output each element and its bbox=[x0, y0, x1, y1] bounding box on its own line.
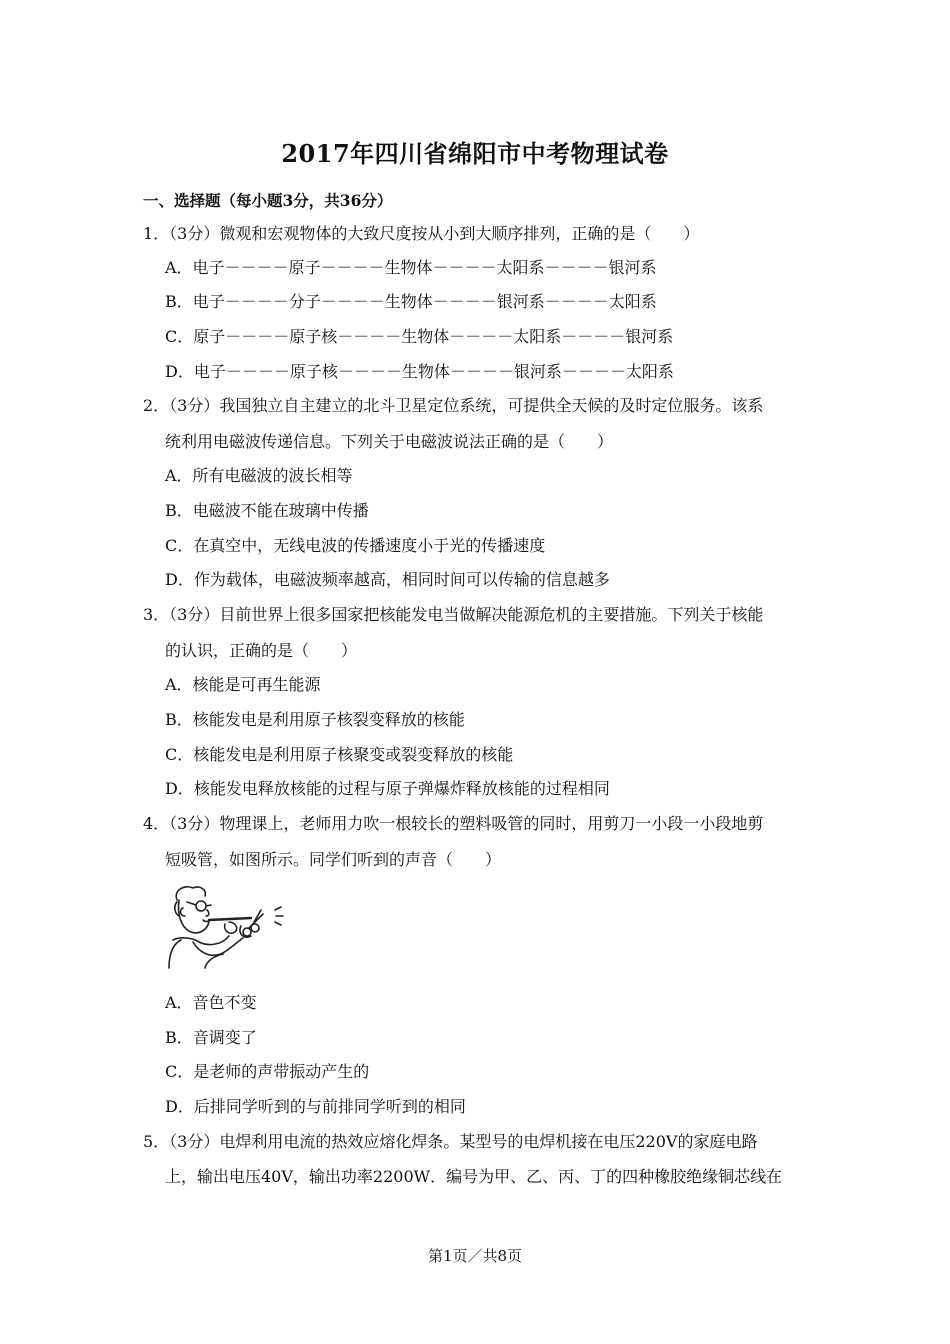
question-4-option-a: A．音色不变 bbox=[165, 993, 257, 1012]
question-2-option-d: D．作为载体，电磁波频率越高，相同时间可以传输的信息越多 bbox=[165, 570, 610, 589]
question-1-option-b: B．电子－－－－分子－－－－生物体－－－－银河系－－－－太阳系 bbox=[165, 292, 657, 311]
question-5-stem-cont: 上，输出电压40V，输出功率2200W．编号为甲、乙、丙、丁的四种橡胶绝缘铜芯线在 bbox=[165, 1167, 783, 1186]
question-1-stem: 1．（3分）微观和宏观物体的大致尺度按从小到大顺序排列，正确的是（ ） bbox=[143, 224, 700, 243]
question-3-option-b: B．核能发电是利用原子核裂变释放的核能 bbox=[165, 710, 465, 729]
question-3-option-a: A．核能是可再生能源 bbox=[165, 675, 321, 694]
question-4-stem: 4．（3分）物理课上，老师用力吹一根较长的塑料吸管的同时，用剪刀一小段一小段地剪 bbox=[143, 814, 764, 833]
question-4-option-d: D．后排同学听到的与前排同学听到的相同 bbox=[165, 1097, 466, 1116]
page-footer: 第1页／共8页 bbox=[427, 1247, 523, 1265]
question-3-option-c: C．核能发电是利用原子核聚变或裂变释放的核能 bbox=[165, 745, 514, 764]
section-heading: 一、选择题（每小题3分，共36分） bbox=[143, 191, 393, 210]
question-5-stem: 5．（3分）电焊利用电流的热效应熔化焊条。某型号的电焊机接在电压220V的家庭电路 bbox=[143, 1132, 758, 1151]
question-4-option-b: B．音调变了 bbox=[165, 1028, 257, 1047]
teacher-straw-illustration bbox=[163, 880, 288, 972]
question-2-option-a: A．所有电磁波的波长相等 bbox=[165, 466, 353, 485]
question-4-stem-cont: 短吸管，如图所示。同学们听到的声音（ ） bbox=[165, 850, 502, 869]
question-2-stem-cont: 统利用电磁波传递信息。下列关于电磁波说法正确的是（ ） bbox=[165, 432, 614, 451]
question-2-option-b: B．电磁波不能在玻璃中传播 bbox=[165, 501, 369, 520]
question-1-option-c: C．原子－－－－原子核－－－－生物体－－－－太阳系－－－－银河系 bbox=[165, 327, 674, 346]
question-3-option-d: D．核能发电释放核能的过程与原子弹爆炸释放核能的过程相同 bbox=[165, 779, 610, 798]
question-2-option-c: C．在真空中，无线电波的传播速度小于光的传播速度 bbox=[165, 536, 546, 555]
question-3-stem: 3．（3分）目前世界上很多国家把核能发电当做解决能源危机的主要措施。下列关于核能 bbox=[143, 605, 764, 624]
question-1-option-a: A．电子－－－－原子－－－－生物体－－－－太阳系－－－－银河系 bbox=[165, 258, 657, 277]
page-title: 2017年四川省绵阳市中考物理试卷 bbox=[281, 139, 669, 168]
question-4-option-c: C．是老师的声带振动产生的 bbox=[165, 1062, 370, 1081]
question-2-stem: 2．（3分）我国独立自主建立的北斗卫星定位系统，可提供全天候的及时定位服务。该系 bbox=[143, 396, 764, 415]
question-1-option-d: D．电子－－－－原子核－－－－生物体－－－－银河系－－－－太阳系 bbox=[165, 362, 674, 381]
question-3-stem-cont: 的认识，正确的是（ ） bbox=[165, 641, 358, 660]
